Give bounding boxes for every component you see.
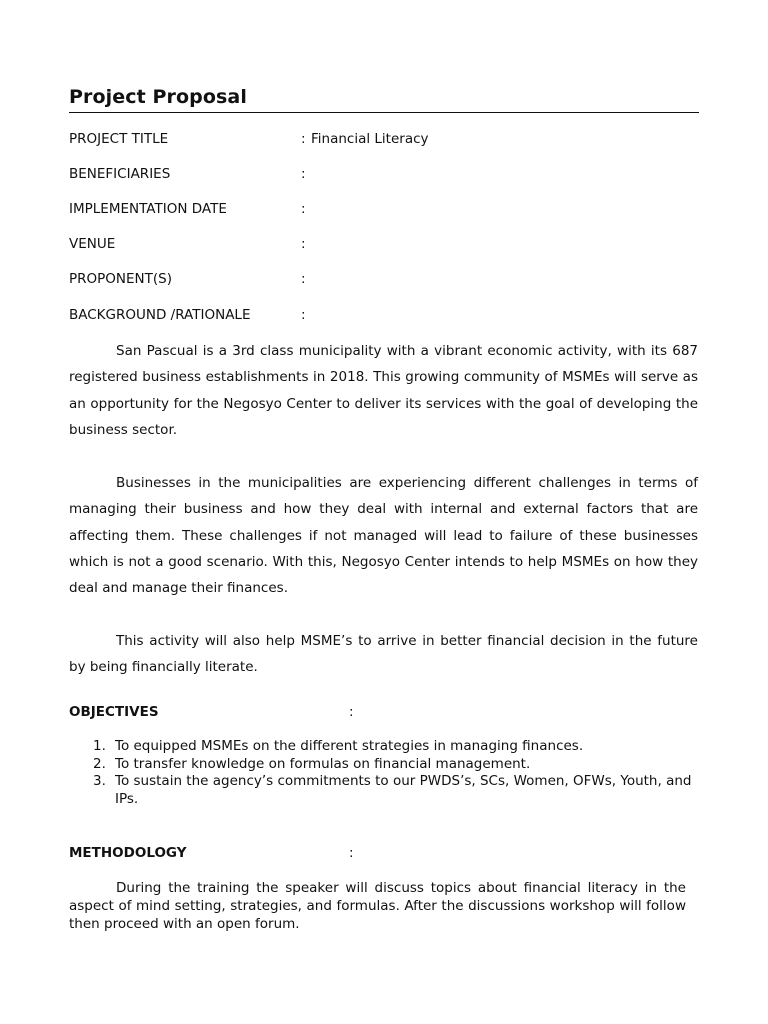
field-label: BENEFICIARIES (69, 166, 171, 182)
field-label: VENUE (69, 236, 116, 252)
document-title: Project Proposal (69, 86, 247, 108)
field-colon: : (301, 166, 306, 182)
field-label: PROPONENT(S) (69, 271, 172, 287)
list-number: 1. (93, 738, 106, 754)
field-proponents (69, 269, 699, 289)
list-item (69, 738, 699, 756)
section-colon: : (349, 845, 354, 861)
objectives-list (69, 738, 699, 808)
field-label: BACKGROUND /RATIONALE (69, 307, 251, 323)
background-paragraph: San Pascual is a 3rd class municipality with a vibrant economic activity, with its 687 registered business establishments in 2018. This growing community of MSMEs will serve as an opportunity for the Negosyo Center to deliver its services with the goal of developing the business sector. (69, 343, 698, 438)
field-project-title (69, 129, 699, 149)
methodology-paragraph: During the training the speaker will discuss topics about financial literacy in the aspect of mind setting, strategies, and formulas. After the discussions workshop will follow then proceed with an open forum. (69, 880, 686, 932)
field-colon: : (301, 131, 306, 147)
list-item (69, 773, 699, 808)
list-item (69, 756, 699, 774)
field-background-rationale (69, 305, 699, 325)
field-venue (69, 234, 699, 254)
objectives-heading (69, 702, 699, 722)
list-item-text: To equipped MSMEs on the different strategies in managing finances. (115, 738, 584, 754)
background-paragraph: This activity will also help MSME’s to arrive in better financial decision in the future by being financially literate. (69, 633, 698, 676)
field-colon: : (301, 271, 306, 287)
list-item-text: To transfer knowledge on formulas on financial management. (115, 755, 531, 772)
background-paragraph: Businesses in the municipalities are experiencing different challenges in terms of managing their business and how they deal with internal and external factors that are affecting them. These challenges if not managed will lead to failure of these businesses which is not a good scenario. With this, Negosyo Center intends to help MSMEs on how they deal and manage their finances. (69, 475, 698, 597)
list-number: 2. (93, 755, 106, 772)
field-beneficiaries (69, 164, 699, 184)
field-value: Financial Literacy (311, 131, 429, 147)
field-colon: : (301, 307, 306, 323)
section-colon: : (349, 704, 354, 720)
methodology-heading (69, 843, 699, 863)
field-implementation-date (69, 199, 699, 219)
field-colon: : (301, 236, 306, 252)
field-colon: : (301, 201, 306, 217)
section-label: METHODOLOGY (69, 845, 187, 861)
field-label: PROJECT TITLE (69, 131, 169, 147)
section-label: OBJECTIVES (69, 704, 159, 720)
list-number: 3. (93, 773, 106, 789)
list-item-text: To sustain the agency’s commitments to our PWDS’s, SCs, Women, OFWs, Youth, and IPs. (115, 773, 692, 807)
field-label: IMPLEMENTATION DATE (69, 201, 227, 217)
title-underline (69, 112, 699, 113)
